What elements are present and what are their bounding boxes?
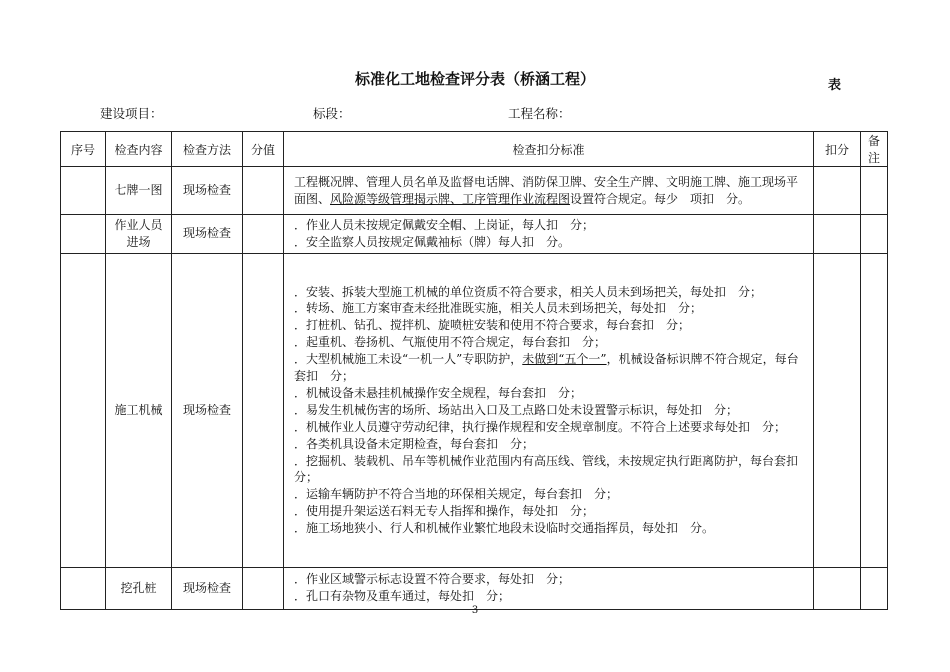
standard-item [294,334,809,351]
standard-item [294,317,809,334]
row-number [61,167,106,215]
row-method: 现场检查 [172,567,243,609]
standard-text: ．大型机械施工未设“一机一人”专职防护， [294,352,523,367]
standard-item [294,351,809,385]
standard-text: ．打桩机、钻孔、搅拌机、旋喷桩安装和使用不符合要求，每台套扣 分； [294,318,691,333]
row-deduction [814,167,861,215]
table-row [61,253,888,567]
standard-item [294,217,809,234]
standard-text: ．施工场地狭小、行人和机械作业繁忙地段未设临时交通指挥员，每处扣 分。 [294,521,715,536]
row-remark [861,167,888,215]
standard-text: ．安全监察人员按规定佩戴袖标（牌）每人扣 分。 [294,234,571,249]
row-method: 现场检查 [172,253,243,567]
project-name-label: 工程名称： [508,106,571,121]
row-method: 现场检查 [172,167,243,215]
header-method: 检查方法 [172,132,243,167]
standard-item [294,571,809,588]
standard-text: ，机械设备标识牌不符合规定，每台套扣 分； [294,352,799,384]
standard-text: ．孔口有杂物及重车通过，每处扣 分； [294,589,511,604]
row-method: 现场检查 [172,215,243,254]
standard-item [294,588,809,605]
header-remark: 备 注 [861,132,888,167]
form-corner-label: 表 [828,78,842,93]
standard-item [294,385,809,402]
table-row [61,215,888,254]
header-deduction: 扣分 [814,132,861,167]
standard-item [294,436,809,453]
standard-text: ．作业人员未按规定佩戴安全帽、上岗证，每人扣 分； [294,218,595,232]
row-remark [861,567,888,609]
standard-text: ．机械设备未悬挂机械操作安全规程，每台套扣 分； [294,385,583,400]
row-number [61,253,106,567]
standard-item [294,453,809,487]
page-title: 标准化工地检查评分表（桥涵工程） [354,70,595,88]
table-row [61,567,888,609]
table-header-row [61,132,888,167]
standard-text: ．转场、施工方案审查未经批准既实施，相关人员未到场把关，每处扣 分； [294,301,703,316]
inspection-score-table [60,131,888,610]
row-standards [284,567,814,609]
row-content: 作业人员进场 [106,215,172,254]
row-score [243,567,284,609]
standard-item [294,234,809,251]
page-number: 3 [471,605,479,616]
row-content: 挖孔桩 [106,567,172,609]
standard-text: ．挖掘机、装载机、吊车等机械作业范围内有高压线、管线，未按规定执行距离防护，每台套扣 分； [294,453,811,485]
standard-item [294,284,809,301]
header-content: 检查内容 [106,132,172,167]
row-deduction [814,215,861,254]
standard-text: ．机械作业人员遵守劳动纪律，执行操作规程和安全规章制度。不符合上述要求每处扣 分； [294,419,787,434]
row-content: 七牌一图 [106,167,172,215]
header-score: 分值 [243,132,284,167]
row-score [243,253,284,567]
row-deduction [814,567,861,609]
underlined-text: 未做到“五个一” [522,352,607,367]
standard-text: 工程概况牌、管理人员名单及监督电话牌、消防保卫牌、安全生产牌、文明施工牌、施工现场平面图、 [294,174,799,206]
standard-text: ．易发生机械伤害的场所、场站出入口及工点路口处未设置警示标识，每处扣 分； [294,402,739,417]
header-number: 序号 [61,132,106,167]
standard-text: ．各类机具设备未定期检查，每台套扣 分； [294,436,535,451]
row-deduction [814,253,861,567]
standard-text: ．作业区域警示标志设置不符合要求，每处扣 分； [294,572,571,587]
underlined-text: 风险源等级管理揭示牌、工序管理作业流程图 [330,191,571,206]
standard-item [294,174,809,208]
row-remark [861,215,888,254]
row-remark [861,253,888,567]
construction-project-label: 建设项目： [100,106,163,121]
standard-text: ．使用提升架运送石料无专人指挥和操作，每处扣 分； [294,504,595,519]
row-content: 施工机械 [106,253,172,567]
standard-item [294,486,809,503]
standard-item [294,520,809,537]
section-label: 标段： [313,106,351,121]
standard-item [294,503,809,520]
standard-item [294,402,809,419]
row-score [243,215,284,254]
standard-item [294,300,809,317]
standard-item [294,419,809,436]
standard-text: ．运输车辆防护不符合当地的环保相关规定，每台套扣 分； [294,487,619,502]
standard-text: 设置符合规定。每少 项扣 分。 [570,191,751,206]
standard-text: ．安装、拆装大型施工机械的单位资质不符合要求，相关人员未到场把关，每处扣 分； [294,284,763,299]
row-number [61,215,106,254]
standard-text: ．起重机、卷扬机、气瓶使用不符合规定，每台套扣 分； [294,335,607,350]
row-score [243,167,284,215]
row-standards [284,167,814,215]
header-standard: 检查扣分标准 [284,132,814,167]
row-number [61,567,106,609]
row-standards [284,253,814,567]
table-row [61,167,888,215]
row-standards [284,215,814,254]
